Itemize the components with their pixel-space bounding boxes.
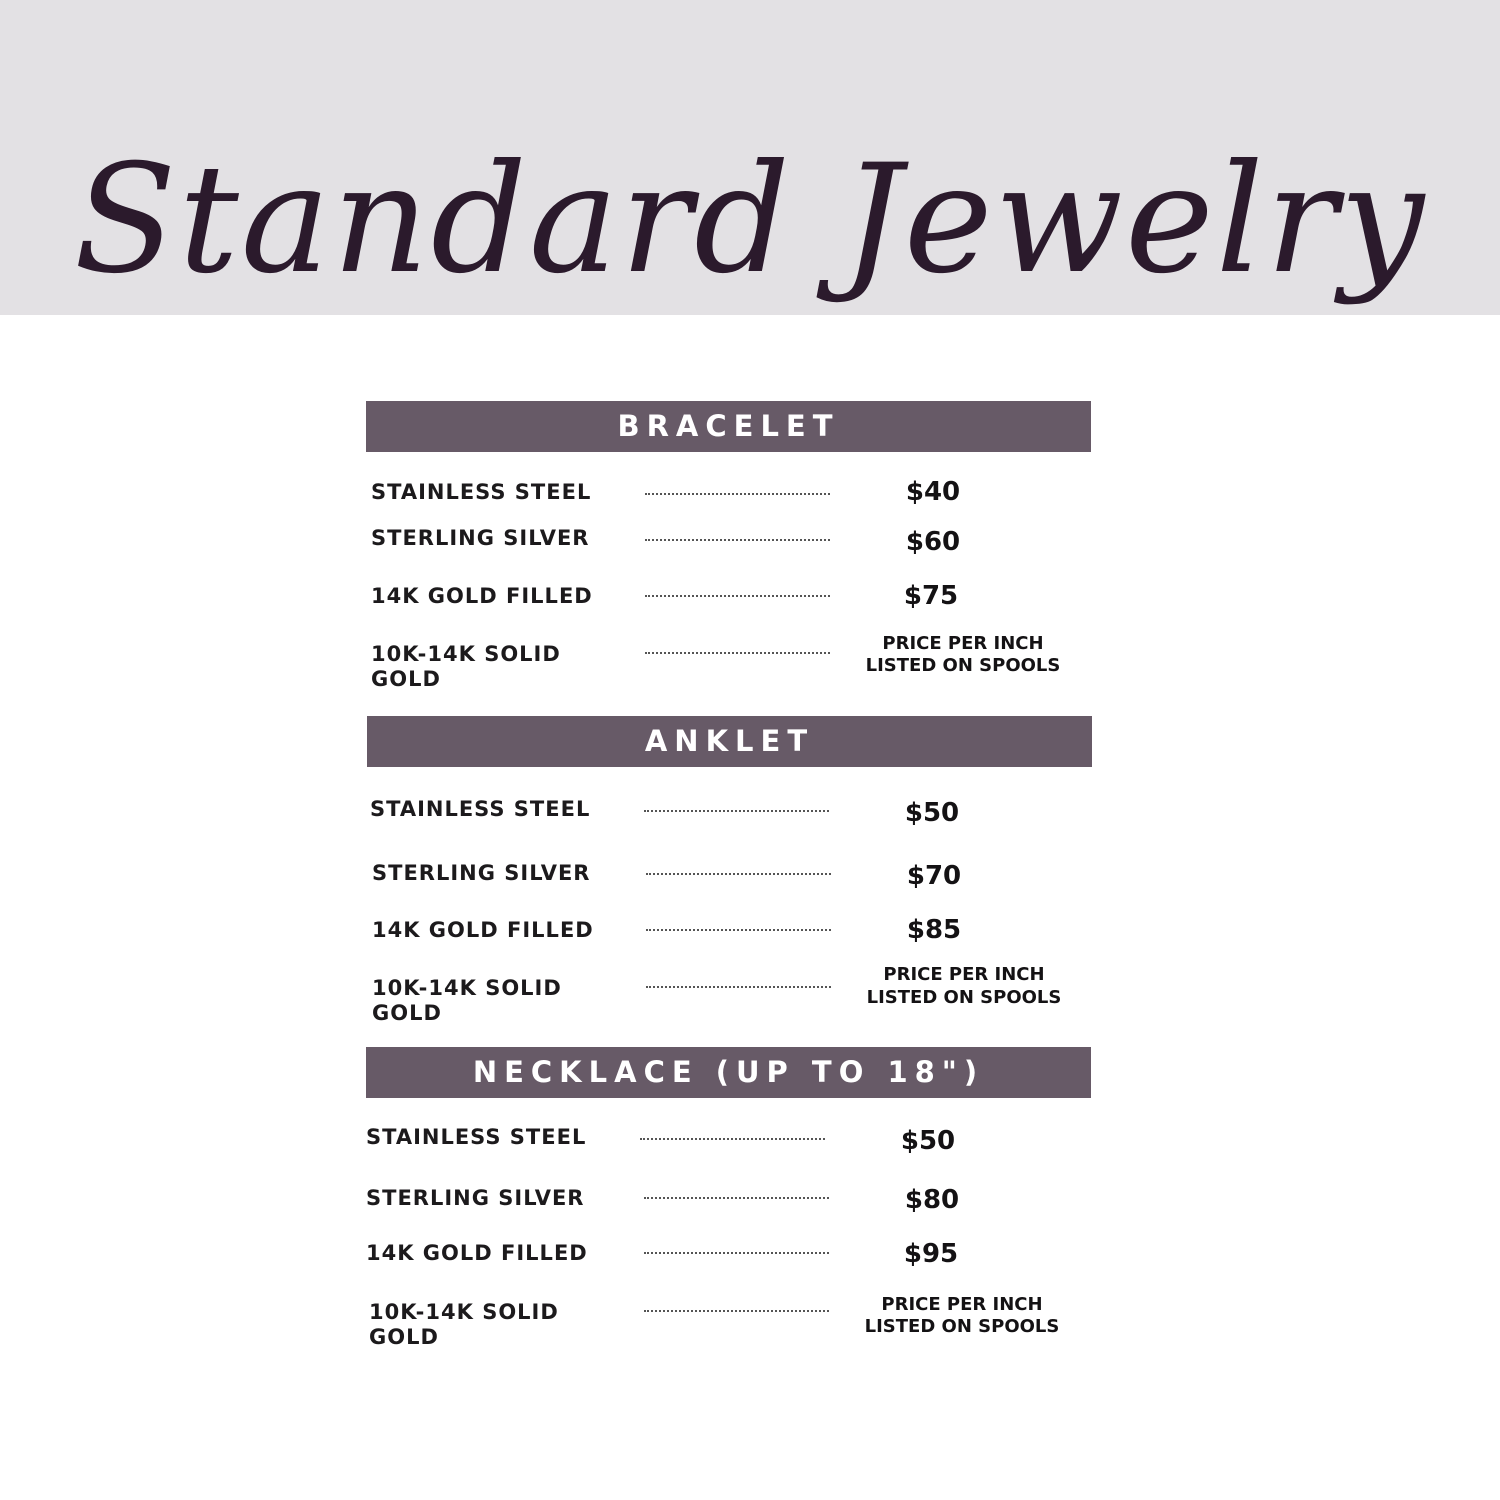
dotted-leader xyxy=(644,1197,829,1199)
row-label: 10K-14K SOLID GOLD xyxy=(369,1300,559,1349)
row-label: STERLING SILVER xyxy=(371,526,590,550)
row-label: 14K GOLD FILLED xyxy=(371,584,593,608)
price: $40 xyxy=(905,477,961,507)
price-note: LISTED ON SPOOLS xyxy=(864,1316,1060,1337)
price-note: PRICE PER INCH xyxy=(883,964,1045,985)
dotted-leader xyxy=(646,929,831,931)
section-header-necklace: NECKLACE (UP TO 18") xyxy=(366,1047,1091,1098)
row-label: STAINLESS STEEL xyxy=(371,480,592,504)
page-title: Standard Jewelry xyxy=(73,133,1427,307)
row-label: 10K-14K SOLID GOLD xyxy=(372,976,562,1025)
price: $75 xyxy=(903,581,959,611)
price: $50 xyxy=(904,798,960,828)
row-label: 10K-14K SOLID GOLD xyxy=(371,642,561,691)
dotted-leader xyxy=(644,1252,829,1254)
row-label: STAINLESS STEEL xyxy=(370,797,591,821)
dotted-leader xyxy=(646,873,831,875)
price: $70 xyxy=(906,861,962,891)
section-header-bracelet: BRACELET xyxy=(366,401,1091,452)
row-label: STERLING SILVER xyxy=(366,1186,585,1210)
dotted-leader xyxy=(646,986,831,988)
row-label: 14K GOLD FILLED xyxy=(366,1241,588,1265)
section-header-anklet: ANKLET xyxy=(367,716,1092,767)
dotted-leader xyxy=(645,595,830,597)
row-label: STERLING SILVER xyxy=(372,861,591,885)
dotted-leader xyxy=(640,1138,825,1140)
price: $85 xyxy=(906,915,962,945)
dotted-leader xyxy=(644,1310,829,1312)
price: $60 xyxy=(905,527,961,557)
dotted-leader xyxy=(644,810,829,812)
price-note: PRICE PER INCH xyxy=(881,1294,1043,1315)
price-note: LISTED ON SPOOLS xyxy=(865,655,1061,676)
dotted-leader xyxy=(645,539,830,541)
price-note: LISTED ON SPOOLS xyxy=(866,987,1062,1008)
dotted-leader xyxy=(645,652,830,654)
row-label: STAINLESS STEEL xyxy=(366,1125,587,1149)
price: $95 xyxy=(903,1239,959,1269)
price-note: PRICE PER INCH xyxy=(882,633,1044,654)
price: $80 xyxy=(904,1185,960,1215)
dotted-leader xyxy=(645,493,830,495)
row-label: 14K GOLD FILLED xyxy=(372,918,594,942)
price: $50 xyxy=(900,1126,956,1156)
